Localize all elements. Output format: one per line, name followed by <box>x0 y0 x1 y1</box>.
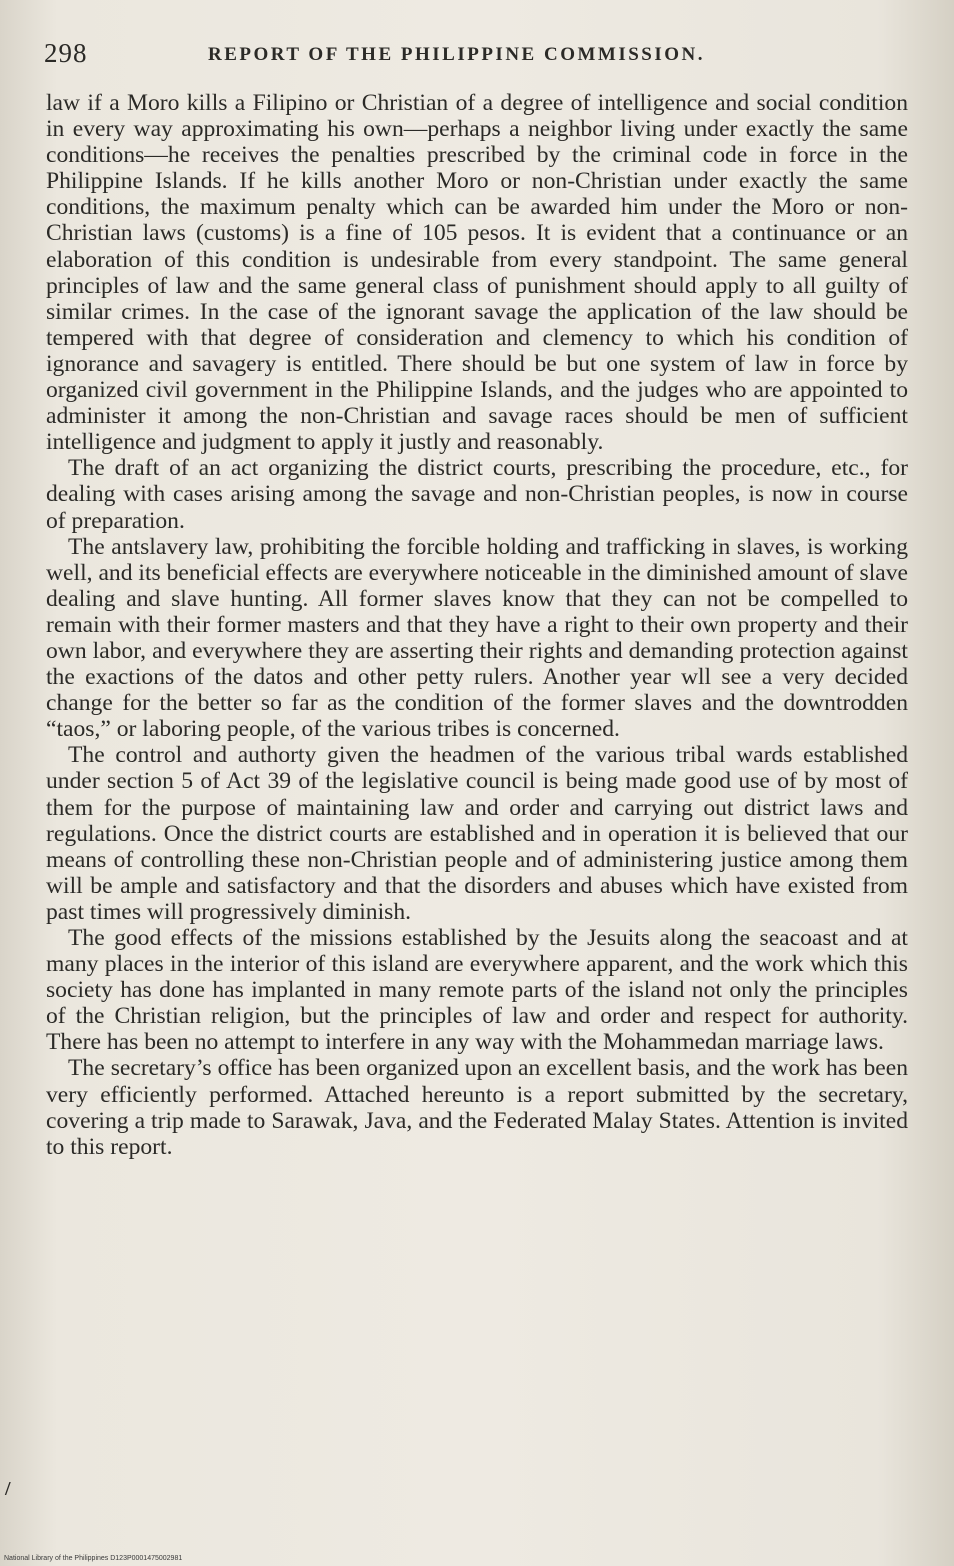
paragraph: The control and authorty given the headmen of the various tribal wards established under section 5 of Act 39 of the legislative council is being made good use of by most of them for the purpose of maintaining law and order and carrying out district laws and regulations. Once the district courts are established and in operation it is believed that our means of controlling these non-Christian people and of administering justice among them will be ample and satisfactory and that the disorders and abuses which have existed from past times will progressively diminish. <box>46 742 908 925</box>
running-head: REPORT OF THE PHILIPPINE COMMISSION. <box>208 44 706 65</box>
paragraph: The antslavery law, prohibiting the forcible holding and trafficking in slaves, is working well, and its beneficial effects are everywhere noticeable in the diminished amount of slave dealing and slave hunting. All former slaves know that they can not be compelled to remain with their former masters and that they have a right to their own property and their own labor, and everywhere they are asserting their rights and demanding protection against the exactions of the datos and other petty rulers. Another year wll see a very decided change for the better so far as the condition of the former slaves and the downtrodden “taos,” or laboring people, of the various tribes is concerned. <box>46 533 908 743</box>
paragraph: The draft of an act organizing the district courts, prescribing the procedure, etc., for dealing with cases arising among the savage and non-Christian peoples, is now in course of preparation. <box>46 455 908 534</box>
page-header <box>40 38 920 78</box>
paragraph: The good effects of the missions established by the Jesuits along the seacoast and at many places in the interior of this island are everywhere apparent, and the work which this society has done has implanted in many remote parts of the island not only the principles of the Christian religion, but the principles of law and order and respect for authority. There has been no attempt to interfere in any way with the Mohammedan marriage laws. <box>46 925 908 1056</box>
paragraph: The secretary’s office has been organized upon an excellent basis, and the work has been very efficiently performed. Attached hereunto is a report submitted by the secretary, covering a trip made to Sarawak, Java, and the Federated Malay States. Attention is invited to this report. <box>46 1055 908 1160</box>
page-number: 298 <box>44 38 88 68</box>
margin-mark: / <box>5 1478 11 1500</box>
body-text <box>46 90 908 1160</box>
scan-footer: National Library of the Philippines D123P0001475002981 <box>4 1555 183 1562</box>
paragraph: law if a Moro kills a Filipino or Christian of a degree of intelligence and social condition in every way approximating his own—perhaps a neighbor living under exactly the same conditions—he receives the penalties prescribed by the criminal code in force in the Philippine Islands. If he kills another Moro or non-Christian under exactly the same conditions, the maximum penalty which can be awarded him under the Moro or non-Christian laws (customs) is a fine of 105 pesos. It is evident that a continuance or an elaboration of this condition is undesirable from every standpoint. The same general principles of law and the same general class of punishment should apply to all guilty of similar crimes. In the case of the ignorant savage the application of the law should be tempered with that degree of consideration and clemency to which his condition of ignorance and savagery is entitled. There should be but one system of law in force by organized civil government in the Philippine Islands, and the judges who are appointed to administer it among the non-Christian and savage races should be men of sufficient intelligence and judgment to apply it justly and reasonably. <box>46 90 908 456</box>
